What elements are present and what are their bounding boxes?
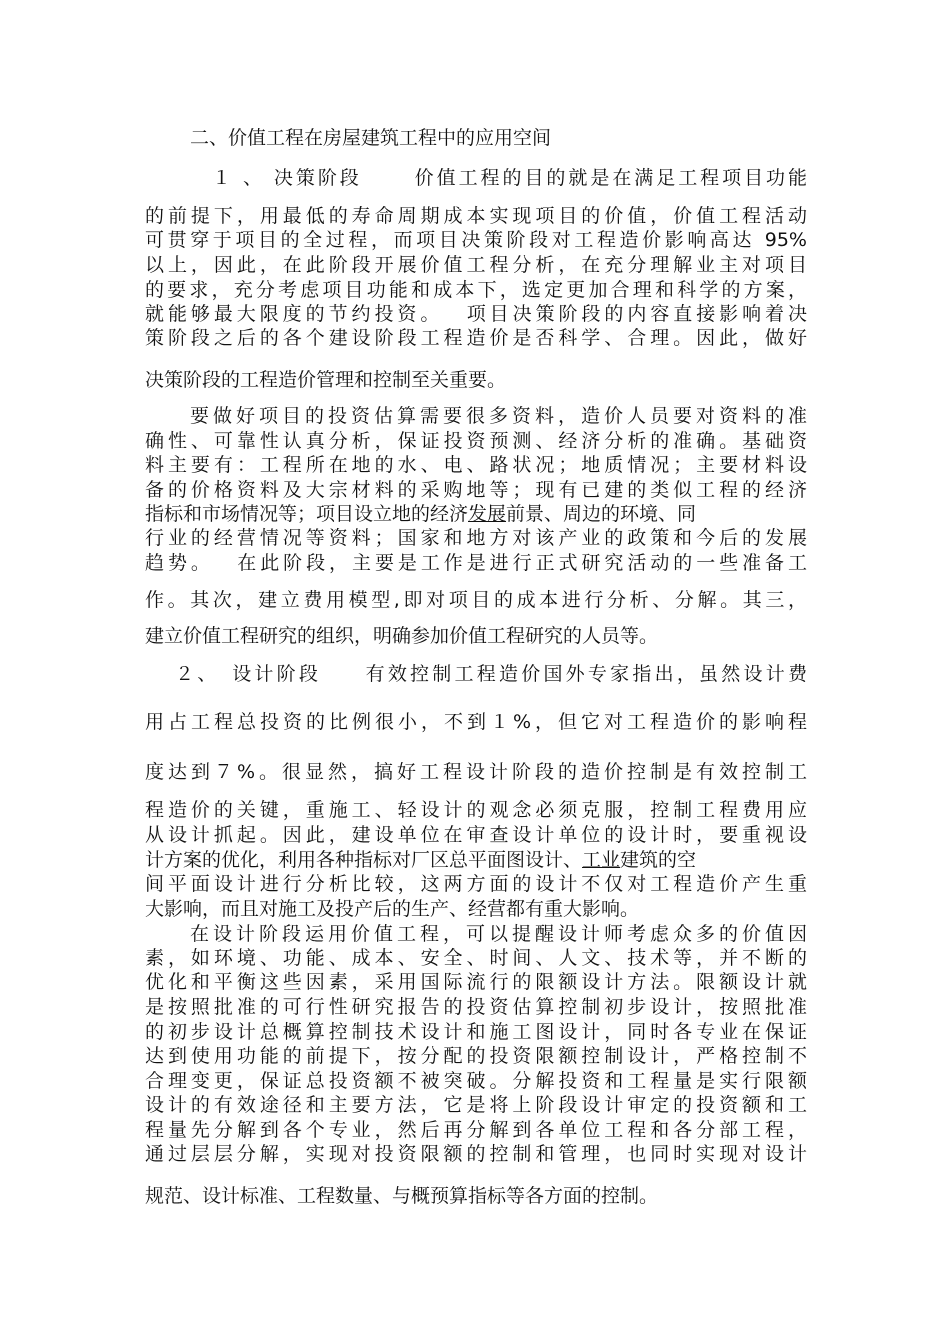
line-part: 建筑的空 <box>620 849 697 871</box>
paragraph-line: 的要求，充分考虑项目功能和成本下，选定更加合理和科学的方案， <box>145 279 807 301</box>
link-gongye[interactable]: 工业 <box>582 849 621 871</box>
paragraph-line: 行业的经营情况等资料；国家和地方对该产业的政策和今后的发展 <box>145 527 807 549</box>
paragraph-line: 度达到７%。很显然，搞好工程设计阶段的造价控制是有效控制工 <box>145 761 807 783</box>
paragraph-line: 决策阶段的工程造价管理和控制至关重要。 <box>145 369 507 391</box>
section-heading: 二、价值工程在房屋建筑工程中的应用空间 <box>190 127 552 149</box>
paragraph-line: 可贯穿于项目的全过程，而项目决策阶段对工程造价影响高达 95% <box>145 229 807 251</box>
paragraph-line: 合理变更，保证总投资额不被突破。分解投资和工程量是实行限额 <box>145 1070 807 1092</box>
paragraph-line: 的前提下，用最低的寿命周期成本实现项目的价值，价值工程活动 <box>145 205 807 227</box>
paragraph-line: 素，如环境、功能、成本、安全、时间、人文、技术等，并不断的 <box>145 947 807 969</box>
paragraph-line: 从设计抓起。因此，建设单位在审查设计单位的设计时，要重视设 <box>145 824 807 846</box>
paragraph-line: 间平面设计进行分析比较，这两方面的设计不仅对工程造价产生重 <box>145 873 807 895</box>
paragraph-line: 大影响，而且对施工及投产后的生产、经营都有重大影响。 <box>145 898 640 920</box>
paragraph-line: 规范、设计标准、工程数量、与概预算指标等各方面的控制。 <box>145 1185 659 1207</box>
line-part: 前景、周边的环境、同 <box>506 503 697 525</box>
line-part: 指标和市场情况等；项目设立地的经济 <box>145 503 469 525</box>
paragraph-line: 是按照批准的可行性研究报告的投资估算控制初步设计，按照批准 <box>145 996 807 1018</box>
link-fazhan[interactable]: 发展 <box>468 503 507 525</box>
paragraph-line <box>145 848 807 874</box>
paragraph-line: 通过层层分解，实现对投资限额的控制和管理，也同时实现对设计 <box>145 1143 807 1165</box>
paragraph-line: 备的价格资料及大宗材料的采购地等；现有已建的类似工程的经济 <box>145 479 807 501</box>
paragraph-line <box>145 502 807 528</box>
paragraph-line: 程量先分解到各个专业，然后再分解到各单位工程和各分部工程， <box>145 1119 807 1141</box>
paragraph-line: 就能够最大限度的节约投资。 项目决策阶段的内容直接影响着决 <box>145 303 807 325</box>
paragraph-line: 策阶段之后的各个建设阶段工程造价是否科学、合理。因此，做好 <box>145 327 807 349</box>
paragraph-line: 程造价的关键，重施工、轻设计的观念必须克服，控制工程费用应 <box>145 799 807 821</box>
paragraph-line: 的初步设计总概算控制技术设计和施工图设计，同时各专业在保证 <box>145 1021 807 1043</box>
paragraph-line: 在设计阶段运用价值工程，可以提醒设计师考虑众多的价值因 <box>190 923 807 945</box>
subsection-1-line: １ 、 决策阶段 价值工程的目的就是在满足工程项目功能 <box>212 167 807 189</box>
paragraph-line: 建立价值工程研究的组织，明确参加价值工程研究的人员等。 <box>145 625 659 647</box>
paragraph-line: 作。其次，建立费用模型,即对项目的成本进行分析、分解。其三， <box>145 589 807 611</box>
paragraph-line: 要做好项目的投资估算需要很多资料，造价人员要对资料的准 <box>190 405 807 427</box>
line-part: 计方案的优化，利用各种指标对厂区总平面图设计、 <box>145 849 583 871</box>
paragraph-line: 设计的有效途径和主要方法，它是将上阶段设计审定的投资额和工 <box>145 1094 807 1116</box>
paragraph-line: 确性、可靠性认真分析，保证投资预测、经济分析的准确。基础资 <box>145 430 807 452</box>
paragraph-line: 料主要有：工程所在地的水、电、路状况；地质情况；主要材料设 <box>145 454 807 476</box>
paragraph-line: 优化和平衡这些因素，采用国际流行的限额设计方法。限额设计就 <box>145 971 807 993</box>
paragraph-line: 趋势。 在此阶段，主要是工作是进行正式研究活动的一些准备工 <box>145 552 807 574</box>
paragraph-line: 以上，因此，在此阶段开展价值工程分析，在充分理解业主对项目 <box>145 254 807 276</box>
paragraph-line: 用占工程总投资的比例很小，不到１%，但它对工程造价的影响程 <box>145 711 807 733</box>
subsection-2-line: ２、 设计阶段 有效控制工程造价国外专家指出，虽然设计费 <box>175 663 807 685</box>
paragraph-line: 达到使用功能的前提下，按分配的投资限额控制设计，严格控制不 <box>145 1045 807 1067</box>
